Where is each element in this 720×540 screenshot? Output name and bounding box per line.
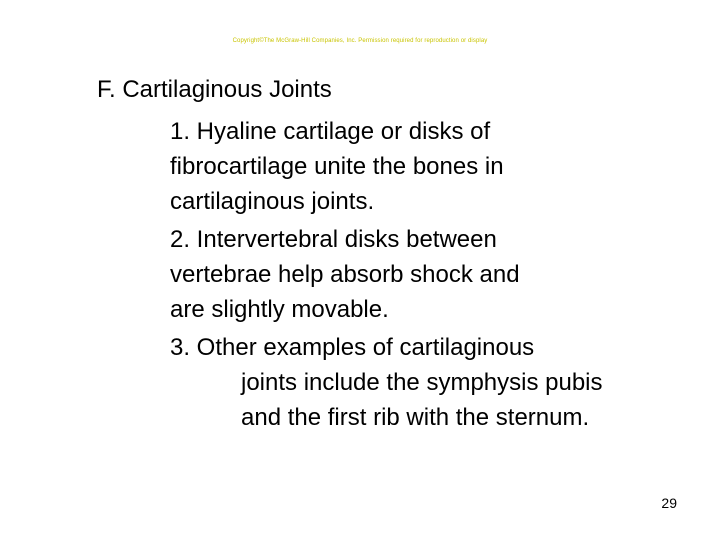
body-line-8: joints include the symphysis pubis xyxy=(241,369,603,396)
page-number: 29 xyxy=(661,495,677,511)
body-line-4: 2. Intervertebral disks between xyxy=(170,226,497,253)
body-line-3: cartilaginous joints. xyxy=(170,188,375,215)
body-line-5: vertebrae help absorb shock and xyxy=(170,261,520,288)
body-line-7: 3. Other examples of cartilaginous xyxy=(170,334,535,361)
body-line-9: and the first rib with the sternum. xyxy=(241,404,590,431)
body-line-6: are slightly movable. xyxy=(170,296,389,323)
body-line-1: 1. Hyaline cartilage or disks of xyxy=(170,118,491,145)
copyright-notice: Copyright©The McGraw-Hill Companies, Inc. Permission required for reproduction or display xyxy=(232,38,488,44)
body-line-2: fibrocartilage unite the bones in xyxy=(170,153,504,180)
slide-heading: F. Cartilaginous Joints xyxy=(97,76,332,103)
